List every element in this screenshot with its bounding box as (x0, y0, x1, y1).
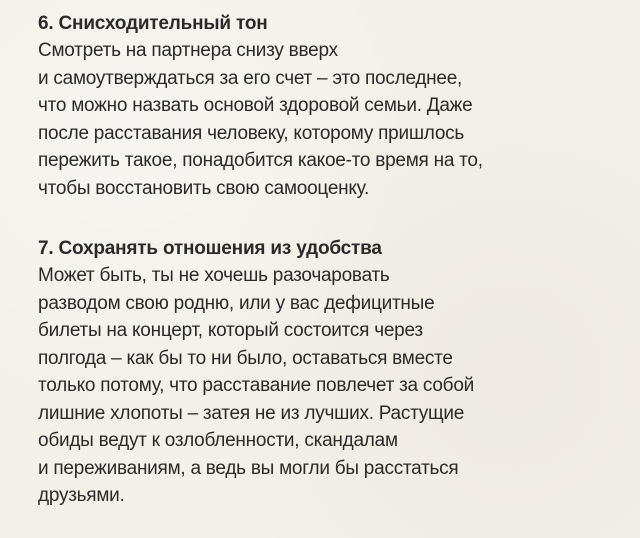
paragraph-line: лишние хлопоты – затея не из лучших. Растущие (38, 402, 465, 424)
paragraph-line: и переживаниям, а ведь вы могли бы расстаться (38, 457, 459, 479)
section-condescending-tone (38, 10, 640, 202)
paragraph-line: друзьями. (38, 485, 125, 506)
paragraph-line: после расставания человеку, которому пришлось (38, 122, 465, 144)
section-convenience-relationship (38, 235, 640, 510)
paragraph-line: чтобы восстановить свою самооценку. (38, 177, 370, 199)
paragraph-line: и самоутверждаться за его счет – это последнее, (38, 67, 463, 89)
paragraph-line: Смотреть на партнера снизу вверх (38, 40, 338, 61)
paragraph-line: пережить такое, понадобится какое-то время на то, (38, 150, 483, 171)
paragraph-line: что можно назвать основой здоровой семьи. Даже (38, 95, 473, 116)
paragraph-line: обиды ведут к озлобленности, скандалам (38, 430, 398, 451)
paragraph-line: билеты на концерт, который состоится через (38, 320, 423, 341)
paragraph-line: только потому, что расставание повлечет за собой (38, 375, 474, 396)
section-heading: 6. Снисходительный тон (38, 13, 268, 34)
paragraph-line: Может быть, ты не хочешь разочаровать (38, 265, 390, 286)
paragraph-line: разводом свою родню, или у вас дефицитные (38, 292, 435, 314)
section-heading: 7. Сохранять отношения из удобства (38, 238, 382, 259)
paragraph-line: полгода – как бы то ни было, оставаться вместе (38, 347, 453, 369)
